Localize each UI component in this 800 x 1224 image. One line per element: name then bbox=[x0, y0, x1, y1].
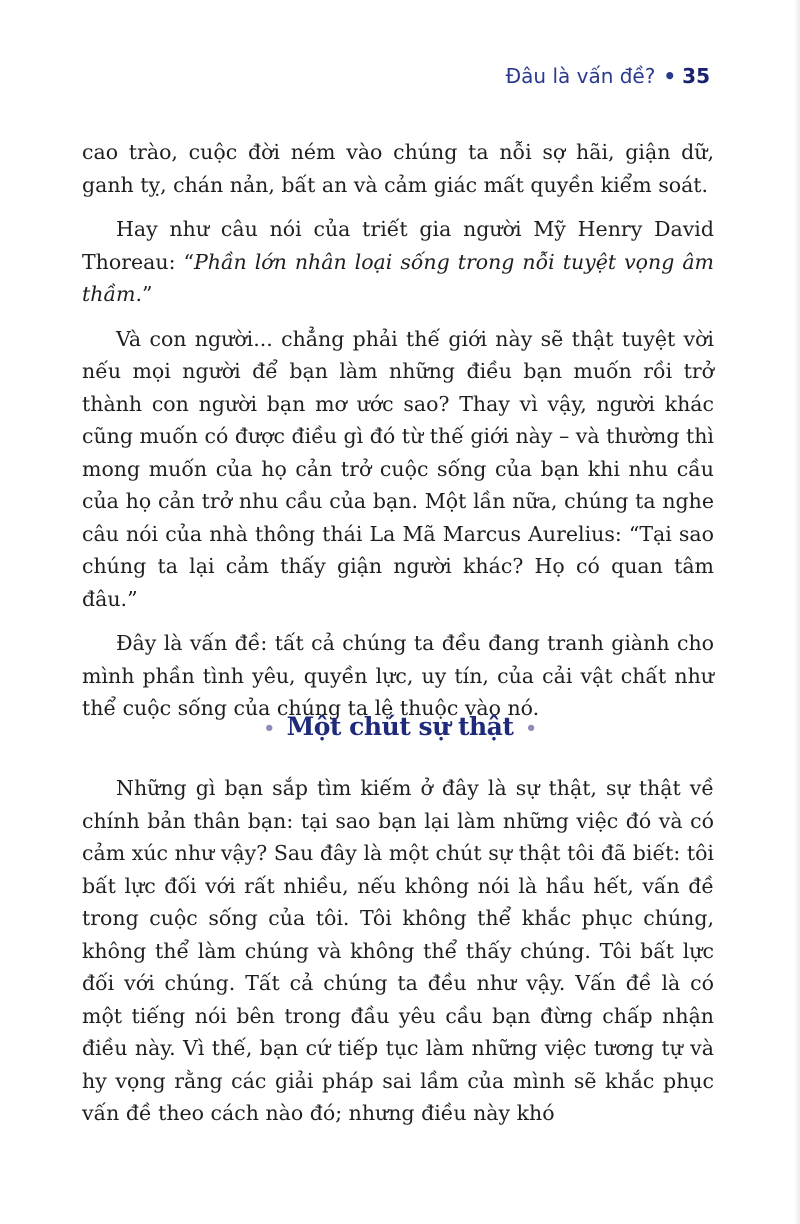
heading-bullet-right: • bbox=[525, 718, 537, 739]
chapter-title: Đâu là vấn đề? bbox=[505, 64, 656, 88]
paragraph-1: cao trào, cuộc đời ném vào chúng ta nỗi sợ hãi, giận dữ, ganh tỵ, chán nản, bất an và cảm giác mất quyền kiểm soát. bbox=[82, 140, 714, 197]
heading-bullet-left: • bbox=[263, 718, 275, 739]
thoreau-quote: Phần lớn nhân loại sống trong nỗi tuyệt vọng âm thầm. bbox=[82, 249, 715, 306]
body-text bbox=[82, 136, 714, 737]
paragraph-2-lead: Hay như câu nói của triết gia người Mỹ Henry David Thoreau: “ bbox=[82, 217, 714, 274]
section-heading bbox=[0, 712, 800, 741]
section-body bbox=[82, 772, 714, 1142]
paragraph-3: Và con người... chẳng phải thế giới này sẽ thật tuyệt vời nếu mọi người để bạn làm những điều bạn muốn rồi trở thành con người bạn mơ ước sao? Thay vì vậy, người khác cũng muốn có được điều gì đó từ thế giới này – và thường thì mong muốn của họ cản trở cuộc sống của bạn khi nhu cầu của họ cản trở nhu cầu của bạn. Một lần nữa, chúng ta nghe câu nói của nhà thông thái La Mã Marcus Aurelius: “Tại sao chúng ta lại cảm thấy giận người khác? Họ có quan tâm đâu.” bbox=[82, 326, 714, 611]
paragraph-4: Đây là vấn đề: tất cả chúng ta đều đang tranh giành cho mình phần tình yêu, quyền lực, uy tín, của cải vật chất như thể cuộc sống của chúng ta lệ thuộc vào nó. bbox=[82, 631, 714, 720]
section-paragraph: Những gì bạn sắp tìm kiếm ở đây là sự thật, sự thật về chính bản thân bạn: tại sao bạn lại làm những việc đó và có cảm xúc như vậy? Sau đây là một chút sự thật tôi đã biết: tôi bất lực đối với rất nhiều, nếu không nói là hầu hết, vấn đề trong cuộc sống của tôi. Tôi không thể khắc phục chúng, không thể làm chúng và không thể thấy chúng. Tôi bất lực đối với chúng. Tất cả chúng ta đều như vậy. Vấn đề là có một tiếng nói bên trong đầu yêu cầu bạn đừng chấp nhận điều này. Vì thế, bạn cứ tiếp tục làm những việc tương tự và hy vọng rằng các giải pháp sai lầm của mình sẽ khắc phục vấn đề theo cách nào đó; nhưng điều này khó bbox=[82, 776, 714, 1125]
paragraph-2 bbox=[82, 213, 714, 311]
running-header bbox=[506, 64, 710, 88]
paragraph-2-tail: ” bbox=[141, 282, 153, 306]
page-edge bbox=[794, 0, 800, 1224]
header-separator: • bbox=[663, 64, 677, 88]
section-title: Một chút sự thật bbox=[286, 712, 514, 741]
page-number: 35 bbox=[682, 64, 710, 88]
